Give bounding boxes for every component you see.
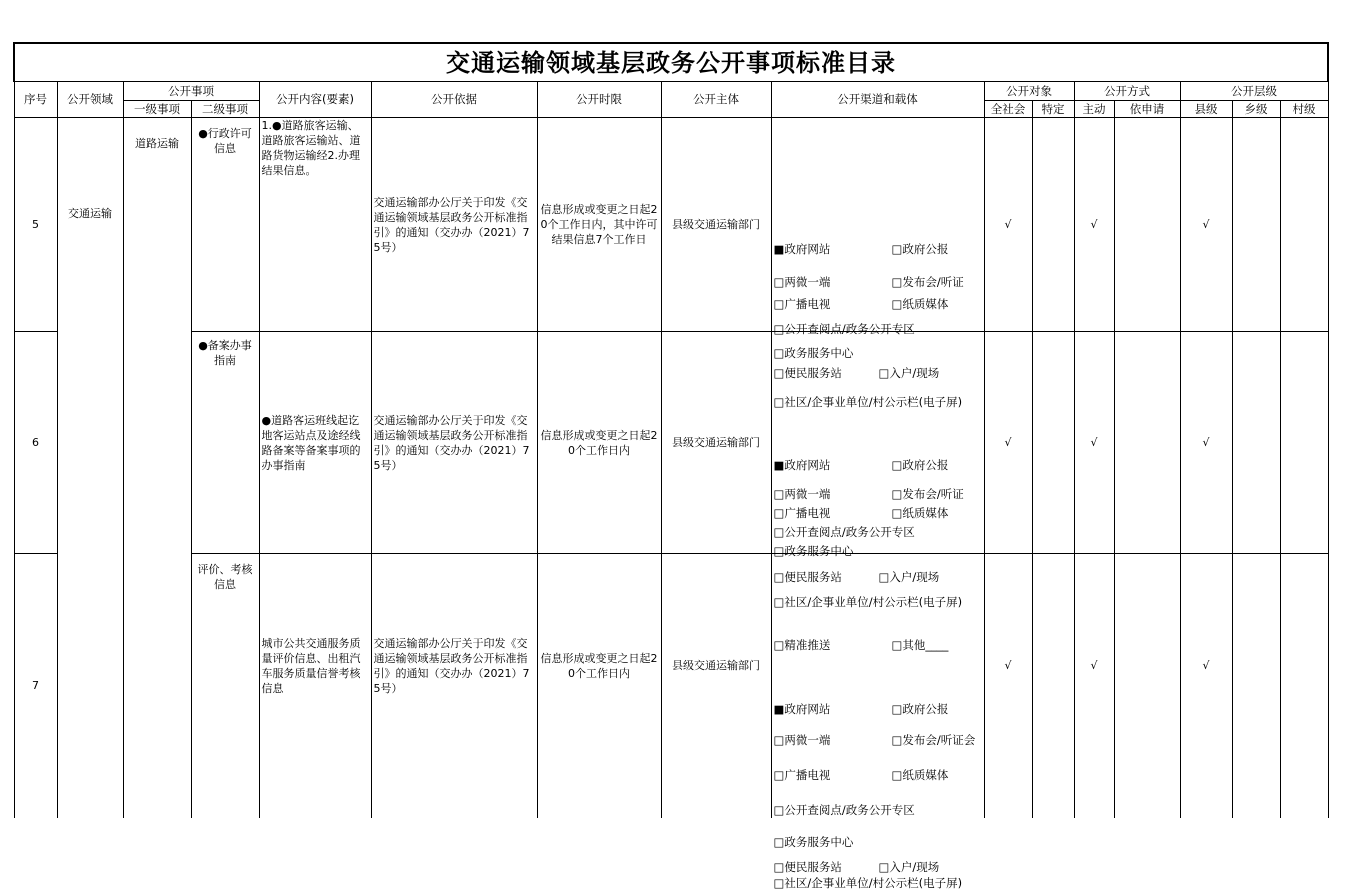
header-target-all: 全社会 [984,101,1032,118]
channel-door: □入户/现场 [878,569,940,584]
channel-gov-gazette: □政府公报 [891,701,949,716]
header-content: 公开内容(要素) [259,82,371,118]
row-seq: 5 [14,118,57,332]
header-items: 公开事项 [123,82,259,101]
page-title: 交通运输领域基层政务公开事项标准目录 [14,43,1328,82]
header-method-active: 主动 [1074,101,1114,118]
row-level2: ●备案办事指南 [191,332,259,554]
channel-convenience: □便民服务站 [773,569,842,584]
channel-two-micro: □两微一端 [773,486,831,501]
table-row [14,118,1328,332]
row-channels [771,118,984,409]
row-tier-village [1280,118,1328,332]
channel-public-access: □公开查阅点/政务公开专区 [773,802,915,817]
row-subject: 县级交通运输部门 [661,332,771,554]
header-level2: 二级事项 [191,101,259,118]
row-level2: 评价、考核信息 [191,554,259,818]
channel-community: □社区/企事业单位/村公示栏(电子屏) [773,394,963,409]
row-tier-county: √ [1180,332,1232,554]
channel-press: □发布会/听证 [891,486,964,501]
channel-two-micro: □两微一端 [773,732,831,747]
table-row [14,554,1328,818]
channel-gov-gazette: □政府公报 [891,241,949,256]
channel-gov-gazette: □政府公报 [891,457,949,472]
channel-paper: □纸质媒体 [891,505,949,520]
channel-press: □发布会/听证 [891,274,964,289]
channel-service-center: □政务服务中心 [773,345,854,360]
row-seq: 7 [14,554,57,818]
row-basis: 交通运输部办公厅关于印发《交通运输领域基层政务公开标准指引》的通知（交办办（2021）75号） [371,118,537,332]
channel-gov-site: ■政府网站 [773,701,831,716]
channel-other: □其他____ [891,637,949,652]
channel-two-micro: □两微一端 [773,274,831,289]
channel-press: □发布会/听证会 [891,732,976,747]
channel-broadcast: □广播电视 [773,505,831,520]
row-target-all: √ [984,332,1032,554]
row-tier-county: √ [1180,554,1232,818]
channel-community: □社区/企事业单位/村公示栏(电子屏) [773,875,963,890]
channel-door: □入户/现场 [878,859,940,874]
row-basis: 交通运输部办公厅关于印发《交通运输领域基层政务公开标准指引》的通知（交办办（2021）75号） [371,332,537,554]
channel-gov-site: ■政府网站 [773,457,831,472]
header-level1: 一级事项 [123,101,191,118]
header-seq: 序号 [14,82,57,118]
channel-broadcast: □广播电视 [773,296,831,311]
row-time-limit: 信息形成或变更之日起20个工作日内 [537,332,661,554]
channel-public-access: □公开查阅点/政务公开专区 [773,321,915,336]
header-tier-village: 村级 [1280,101,1328,118]
row-tier-township [1232,118,1280,332]
row-basis: 交通运输部办公厅关于印发《交通运输领域基层政务公开标准指引》的通知（交办办（2021）75号） [371,554,537,818]
channel-gov-site: ■政府网站 [773,241,831,256]
catalog-sheet [13,42,1327,890]
row-method-active: √ [1074,554,1114,818]
channel-precise-push: □精准推送 [773,637,831,652]
row-target-all: √ [984,554,1032,818]
channel-paper: □纸质媒体 [891,767,949,782]
row-target-specific [1032,332,1074,554]
channel-service-center: □政务服务中心 [773,543,854,558]
row-method-active: √ [1074,118,1114,332]
row-level2: ●行政许可信息 [191,118,259,332]
header-channel: 公开渠道和载体 [771,82,984,118]
header-tier-township: 乡级 [1232,101,1280,118]
row-subject: 县级交通运输部门 [661,118,771,332]
row-seq: 6 [14,332,57,554]
channel-door: □入户/现场 [878,365,940,380]
row-tier-county: √ [1180,118,1232,332]
row-content: ●道路客运班线起讫地客运站点及途经线路备案等备案事项的办事指南 [259,332,371,554]
header-time-limit: 公开时限 [537,82,661,118]
channel-broadcast: □广播电视 [773,767,831,782]
domain-cell: 交通运输 [57,118,123,818]
row-target-specific [1032,118,1074,332]
row-method-request [1114,554,1180,818]
row-method-request [1114,118,1180,332]
channel-paper: □纸质媒体 [891,296,949,311]
row-tier-township [1232,332,1280,554]
row-time-limit: 信息形成或变更之日起20个工作日内，其中许可结果信息7个工作日 [537,118,661,332]
row-content: 1.●道路旅客运输、道路旅客运输站、道路货物运输经2.办理结果信息。 [259,118,371,332]
header-domain: 公开领域 [57,82,123,118]
table-row [14,332,1328,554]
channel-community: □社区/企事业单位/村公示栏(电子屏) [773,594,963,609]
channel-convenience: □便民服务站 [773,365,842,380]
row-content: 城市公共交通服务质量评价信息、出租汽车服务质量信誉考核信息 [259,554,371,818]
row-method-active: √ [1074,332,1114,554]
channel-public-access: □公开查阅点/政务公开专区 [773,524,915,539]
row-tier-village [1280,554,1328,818]
header-tier: 公开层级 [1180,82,1328,101]
row-target-specific [1032,554,1074,818]
channel-service-center: □政务服务中心 [773,834,854,849]
row-tier-village [1280,332,1328,554]
row-tier-township [1232,554,1280,818]
catalog-table [13,42,1329,890]
channel-convenience: □便民服务站 [773,859,842,874]
header-tier-county: 县级 [1180,101,1232,118]
row-time-limit: 信息形成或变更之日起20个工作日内 [537,554,661,818]
row-method-request [1114,332,1180,554]
row-target-all: √ [984,118,1032,332]
header-target-specific: 特定 [1032,101,1074,118]
level1-cell: 道路运输 [123,118,191,818]
header-subject: 公开主体 [661,82,771,118]
row-subject: 县级交通运输部门 [661,554,771,818]
header-target: 公开对象 [984,82,1074,101]
header-method-request: 依申请 [1114,101,1180,118]
header-method: 公开方式 [1074,82,1180,101]
row-channels [771,554,984,890]
header-basis: 公开依据 [371,82,537,118]
